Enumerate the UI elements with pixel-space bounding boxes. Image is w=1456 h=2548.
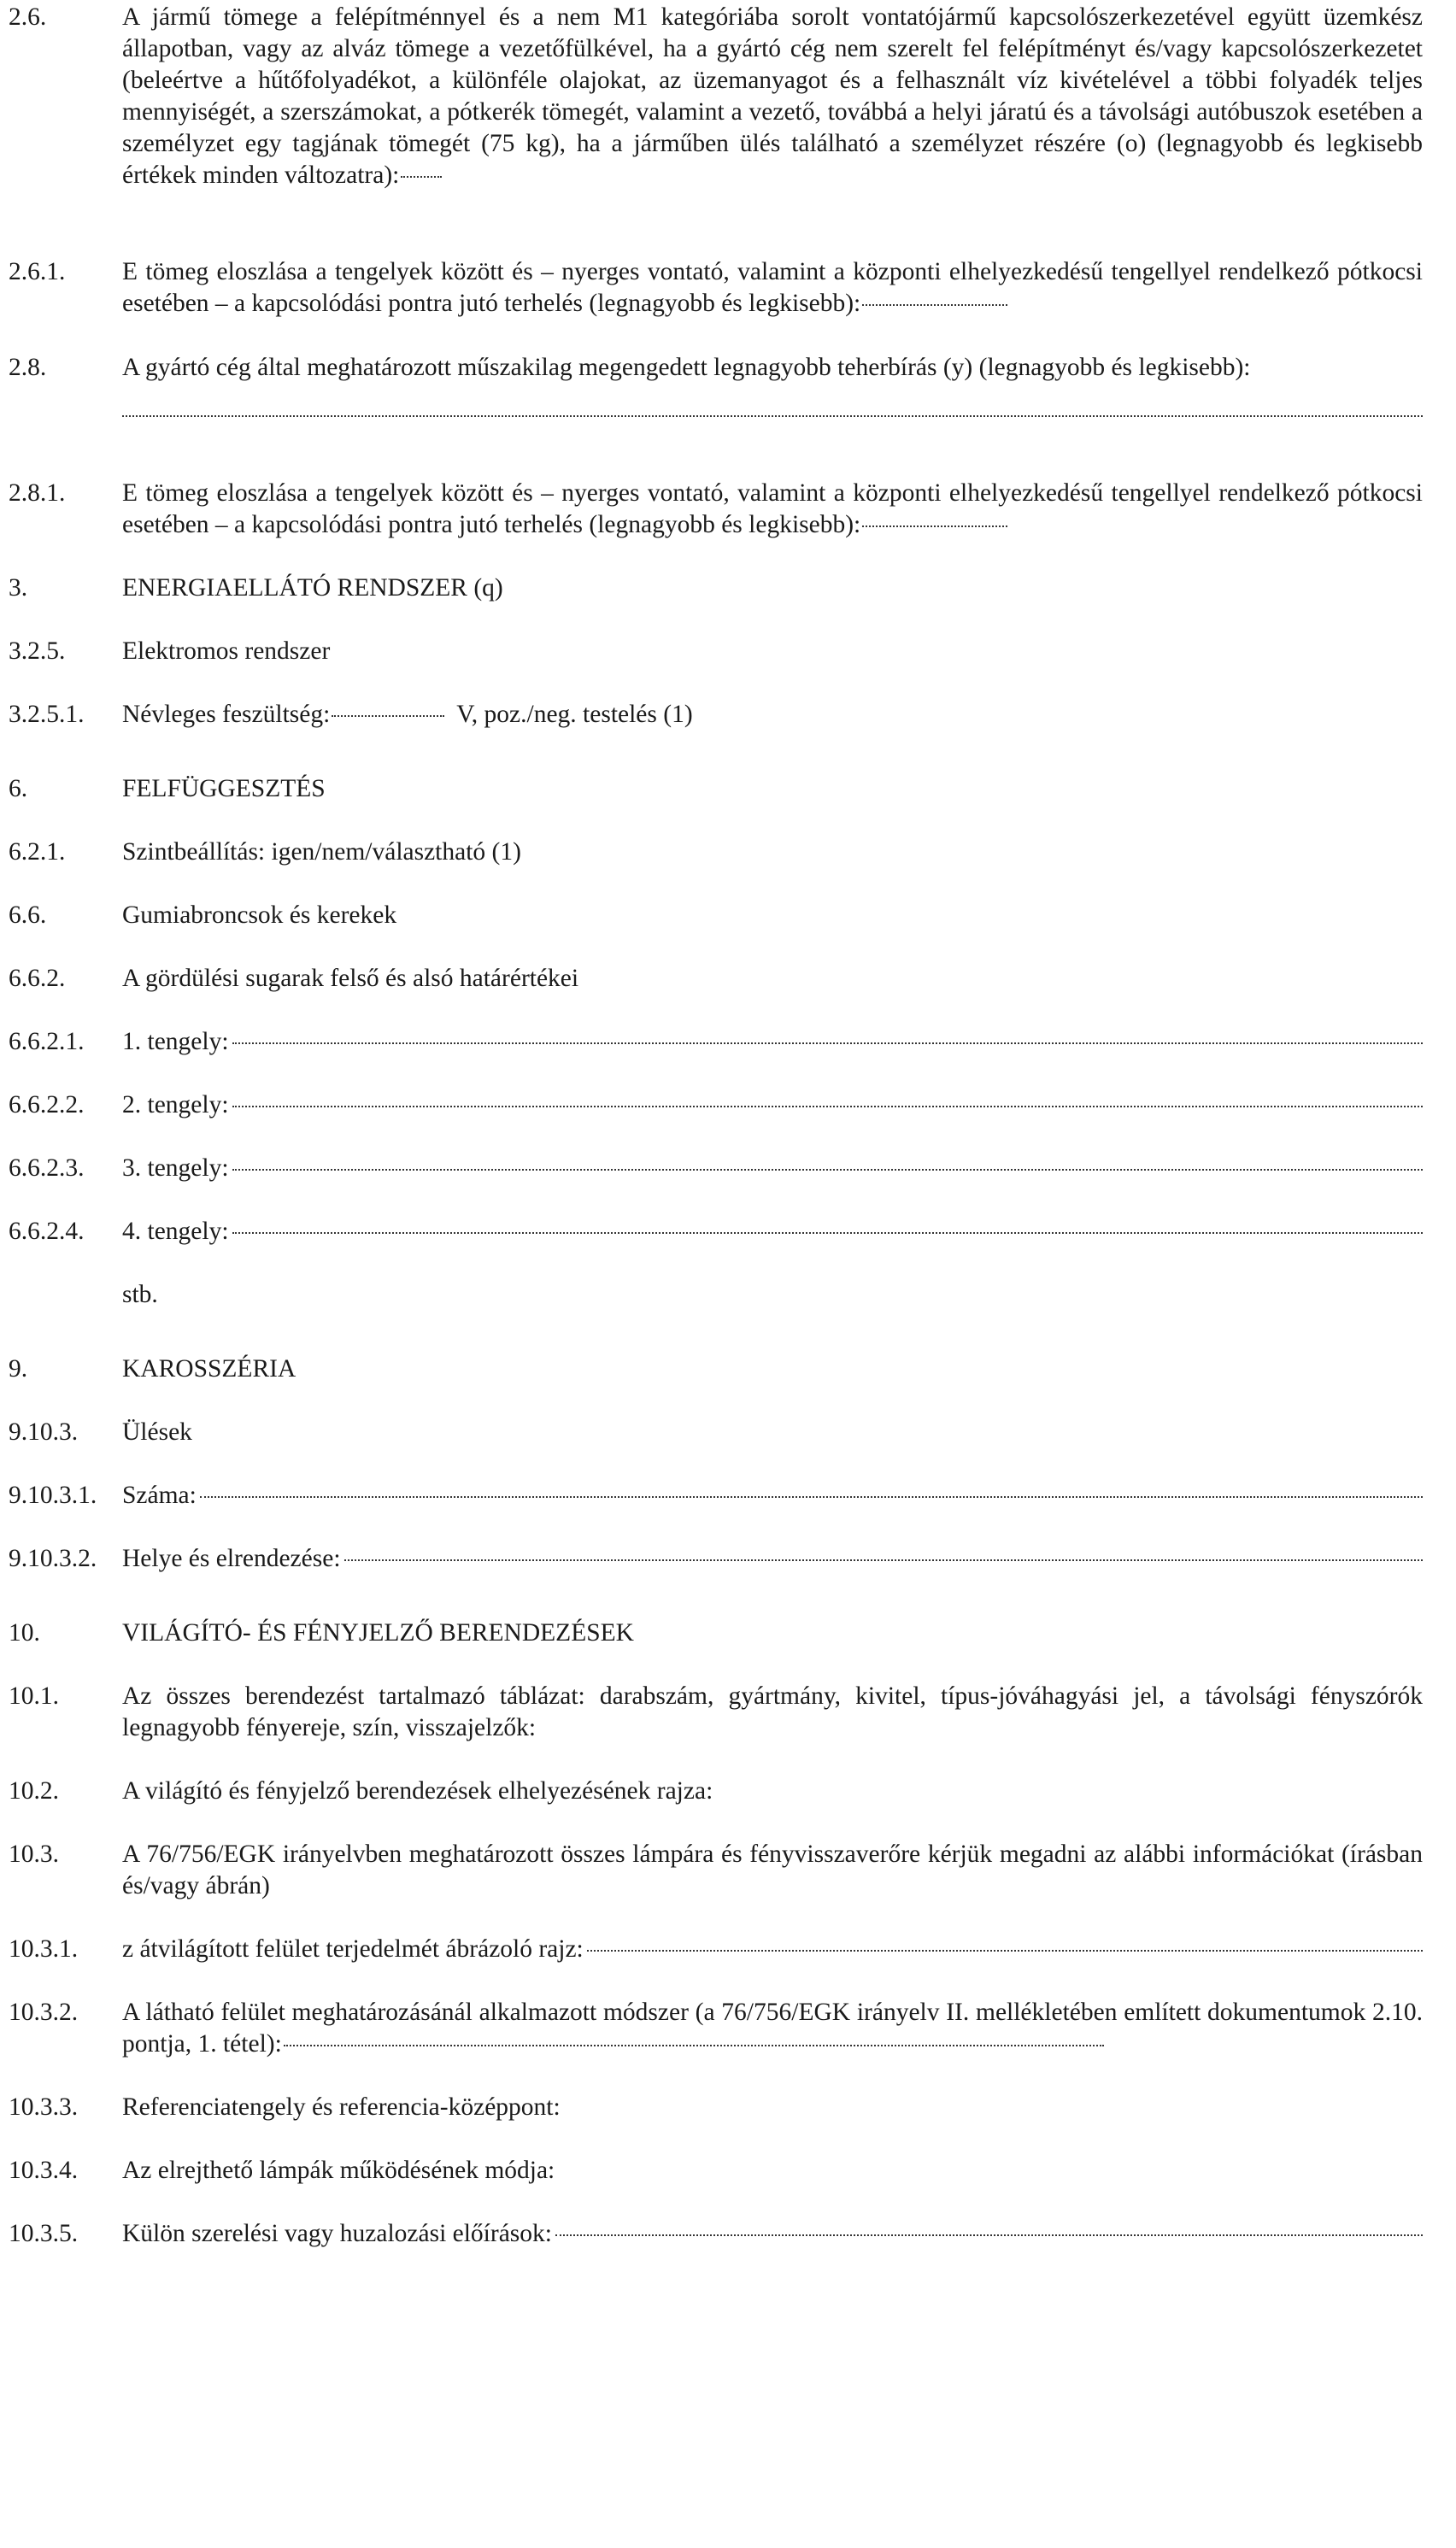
section-number: 10. [9,1619,40,1647]
section-text: Gumiabroncsok és kerekek [122,901,397,929]
section-2-8-1-text: E tömeg eloszlása a tengelyek között és – nyerges vontató, valamint a központi elhelyezkedésű tengellyel rendelkező pótkocsi esetében – a kapcsolódási pontra jutó terhelés (legnagyobb és legkisebb): [122,479,1423,538]
fill-in-dots [232,1168,1423,1171]
section-number: 10.3.1. [9,1935,79,1963]
nominal-voltage-label: Névleges feszültség: [122,701,331,728]
section-text: A 76/756/EGK irányelvben meghatározott összes lámpára és fényvisszaverőre kérjük megadni az alábbi információkat (írásban és/vagy ábrán) [122,1841,1423,1899]
fill-in-dots [332,714,444,717]
section-text [122,1153,1423,1184]
section-text [122,1480,1423,1512]
section-number: 10.3.2. [9,1999,79,2026]
section-text [122,1216,1423,1248]
etc-text: stb. [122,1281,158,1308]
seat-count-label: Száma: [122,1482,197,1509]
axle-1-label: 1. tengely: [122,1028,229,1055]
fill-in-dots [344,1559,1423,1561]
section-text: Az elrejthető lámpák működésének módja: [122,2157,555,2184]
section-number: 10.3.5. [9,2220,79,2247]
illuminated-surface-label: z átvilágított felület terjedelmét ábrázoló rajz: [122,1935,584,1963]
section-text [122,2218,1423,2250]
section-number: 3. [9,574,28,602]
fill-in-dots [232,1105,1423,1107]
grounding-label: V, poz./neg. testelés (1) [456,701,693,728]
section-number: 10.3.3. [9,2093,79,2121]
section-number: 9.10.3. [9,1418,79,1446]
section-number: 6.6.2.2. [9,1091,85,1118]
fill-in-dots [862,303,1007,306]
section-text [122,1543,1423,1575]
section-text [122,478,1423,541]
section-2-8-text: A gyártó cég által meghatározott műszakilag megengedett legnagyobb teherbírás (y) (legnagyobb és legkisebb): [122,354,1251,381]
section-text [122,699,1423,731]
section-text [122,1934,1423,1965]
fill-in-dots [555,2234,1423,2236]
section-number: 3.2.5. [9,637,66,665]
section-text [122,1997,1423,2060]
section-text [122,256,1423,320]
axle-4-label: 4. tengely: [122,1218,229,1245]
fill-in-dots [862,525,1007,527]
section-text [122,1089,1423,1121]
seat-layout-label: Helye és elrendezése: [122,1545,341,1572]
section-text [122,2,1423,191]
section-text: Ülések [122,1418,192,1446]
fill-in-dots [587,1949,1423,1952]
section-10-3-2-text: A látható felület meghatározásánál alkalmazott módszer (a 76/756/EGK irányelv II. mellékletében említett dokumentumok 2.10. pontja, 1. tétel): [122,1999,1423,2058]
section-heading: ENERGIAELLÁTÓ RENDSZER (q) [122,574,503,602]
section-number: 10.2. [9,1777,59,1805]
section-text: A gördülési sugarak felső és alsó határértékei [122,965,579,992]
section-number: 2.6.1. [9,258,66,285]
section-number: 10.3. [9,1841,59,1868]
fill-in-dots [232,1042,1423,1044]
section-number: 6.6.2.4. [9,1218,85,1245]
section-text: Szintbeállítás: igen/nem/választható (1) [122,838,521,866]
section-2-6-text: A jármű tömege a felépítménnyel és a nem M1 kategóriába sorolt vontatójármű kapcsolószerkezetével együtt üzemkész állapotban, vagy az alváz tömege a vezetőfülkével, ha a gyártó cég nem szerelt fel felépítményt és/vagy kapcsolószerkezetet (beleértve a hűtőfolyadékot, a különféle olajokat, az üzemanyagot és a felhasznált víz kivételével a többi folyadék teljes mennyiségét, a szerszámokat, a pótkerék tömegét, valamint a vezető, továbbá a helyi járatú és a távolsági autóbuszok esetében a személyzet egy tagjának tömegét (75 kg), ha a járműben ülés található a személyzet részére (o) (legnagyobb és legkisebb értékek minden változatra): [122,3,1423,189]
section-number: 2.8. [9,354,47,381]
section-number: 6.6. [9,901,47,929]
section-number: 6. [9,775,28,802]
section-text: Referenciatengely és referencia-középpont: [122,2093,561,2121]
fill-in-dots [284,2044,1104,2046]
fill-in-dots [200,1495,1423,1498]
section-number: 6.6.2.3. [9,1154,85,1182]
section-text: Elektromos rendszer [122,637,331,665]
axle-3-label: 3. tengely: [122,1154,229,1182]
section-2-6-1-text: E tömeg eloszlása a tengelyek között és – nyerges vontató, valamint a központi elhelyezkedésű tengellyel rendelkező pótkocsi esetében – a kapcsolódási pontra jutó terhelés (legnagyobb és legkisebb): [122,258,1423,317]
section-number: 6.6.2. [9,965,66,992]
section-number: 9.10.3.2. [9,1545,97,1572]
section-number: 2.6. [9,3,47,31]
section-number: 6.2.1. [9,838,66,866]
section-number: 3.2.5.1. [9,701,85,728]
section-number: 10.3.4. [9,2157,79,2184]
section-number: 9. [9,1355,28,1383]
section-number: 2.8.1. [9,479,66,507]
wiring-instructions-label: Külön szerelési vagy huzalozási előírások: [122,2220,552,2247]
section-text [122,352,1423,417]
section-text: A világító és fényjelző berendezések elhelyezésének rajza: [122,1777,713,1805]
section-heading: KAROSSZÉRIA [122,1355,296,1383]
fill-in-dots [122,414,1423,417]
section-number: 6.6.2.1. [9,1028,85,1055]
axle-2-label: 2. tengely: [122,1091,229,1118]
section-text: Az összes berendezést tartalmazó táblázat: darabszám, gyártmány, kivitel, típus-jóváhagyási jel, a távolsági fényszórók legnagyobb fényereje, szín, visszajelzők: [122,1682,1423,1741]
section-heading: FELFÜGGESZTÉS [122,775,326,802]
section-heading: VILÁGÍTÓ- ÉS FÉNYJELZŐ BERENDEZÉSEK [122,1619,634,1647]
section-number: 10.1. [9,1682,59,1710]
section-number: 9.10.3.1. [9,1482,97,1509]
fill-in-dots [232,1231,1423,1234]
fill-in-dots [401,175,442,178]
section-text [122,1026,1423,1058]
